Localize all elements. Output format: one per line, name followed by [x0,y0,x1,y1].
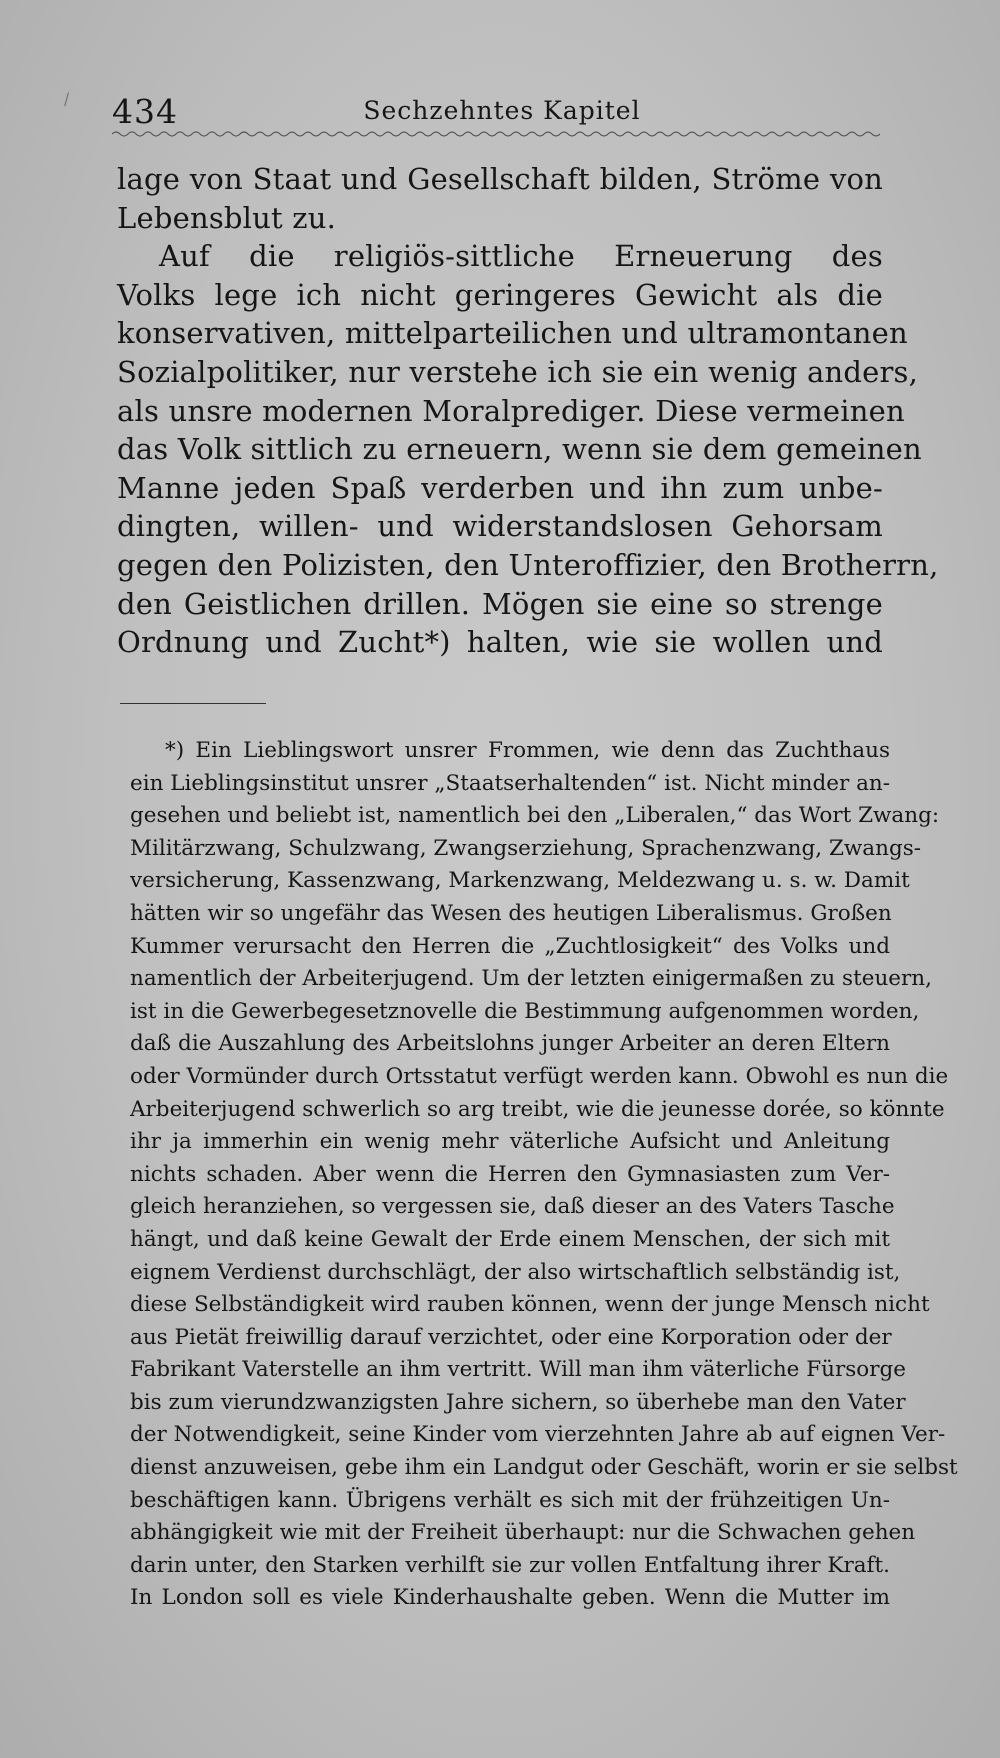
footnote-line: namentlich der Arbeiterjugend. Um der letzten einigermaßen zu steuern, [130,966,932,992]
page-header [112,86,892,136]
footnote-line: gleich heranziehen, so vergessen sie, daß dieser an des Vaters Tasche [130,1194,895,1220]
footnote-rule [120,703,266,704]
footnote-line: ist in die Gewerbegesetznovelle die Bestimmung aufgenommen worden, [130,998,920,1024]
footnote-line: bis zum vierundzwanzigsten Jahre sichern, so überhebe man den Vater [130,1389,906,1415]
footnote-line: diese Selbständigkeit wird rauben können, wenn der junge Mensch nicht [130,1292,930,1318]
footnote-line: hängt, und daß keine Gewalt der Erde einem Menschen, der sich mit [130,1226,890,1252]
footnote-line: daß die Auszahlung des Arbeitslohns junger Arbeiter an deren Eltern [130,1031,890,1057]
footnote-line: Kummer verursacht den Herren die „Zuchtlosigkeit“ des Volks und [130,933,890,959]
footnote-line: gesehen und beliebt ist, namentlich bei den „Liberalen,“ das Wort Zwang: [130,803,940,829]
footnote [130,735,958,1615]
footnote-line: Arbeiterjugend schwerlich so arg treibt, wie die jeunesse dorée, so könnte [130,1096,945,1122]
pencil-mark [64,92,74,107]
footnote-line: eignem Verdienst durchschlägt, der also wirtschaftlich selbständig ist, [130,1259,901,1285]
text-line: dingten, willen- und widerstandslosen Gehorsam [117,509,883,544]
footnote-line: aus Pietät freiwillig darauf verzichtet, oder eine Korporation oder der [130,1324,892,1350]
text-line: lage von Staat und Gesellschaft bilden, Ströme von [117,162,883,196]
footnote-line: hätten wir so ungefähr das Wesen des heutigen Liberalismus. Großen [130,900,892,926]
text-line: das Volk sittlich zu erneuern, wenn sie dem gemeinen [117,432,922,467]
footnote-line: beschäftigen kann. Übrigens verhält es sich mit der frühzeitigen Un- [130,1487,890,1513]
text-line: Ordnung und Zucht*) halten, wie sie wollen und [117,625,883,660]
text-line: den Geistlichen drillen. Mögen sie eine so strenge [117,586,883,621]
footnote-line: *) Ein Lieblingswort unsrer Frommen, wie denn das Zuchthaus [165,738,890,763]
text-line [117,237,883,276]
text-line: als unsre modernen Moralprediger. Diese vermeinen [117,393,905,428]
text-line: Sozialpolitiker, nur verstehe ich sie ein wenig anders, [117,354,919,389]
footnote-line: In London soll es viele Kinderhaushalte geben. Wenn die Mutter im [130,1585,890,1611]
footnote-line: ihr ja immerhin ein wenig mehr väterliche Aufsicht und Anleitung [130,1129,890,1155]
header-rule [112,130,882,138]
footnote-line: Fabrikant Vaterstelle an ihm vertritt. Will man ihm väterliche Fürsorge [130,1357,907,1383]
footnote-line: nichts schaden. Aber wenn die Herren den Gymnasiasten zum Ver- [130,1161,890,1187]
text-line: Volks lege ich nicht geringeres Gewicht als die [117,277,883,312]
footnote-line: ein Lieblingsinstitut unsrer „Staatserhaltenden“ ist. Nicht minder an- [130,770,891,796]
running-title: Sechzehntes Kapitel [363,96,641,125]
main-text [117,160,939,662]
text-line: Lebensblut zu. [117,200,337,235]
text-line: gegen den Polizisten, den Unteroffizier, den Brotherrn, [117,547,939,582]
footnote-line: oder Vormünder durch Ortsstatut verfügt werden kann. Obwohl es nun die [130,1063,949,1089]
footnote-line: darin unter, den Starken verhilft sie zur vollen Entfaltung ihrer Kraft. [130,1552,890,1578]
text-line: konservativen, mittelparteilichen und ultramontanen [117,316,908,351]
footnote-line: versicherung, Kassenzwang, Markenzwang, Meldezwang u. s. w. Damit [130,868,910,894]
text-line: Manne jeden Spaß verderben und ihn zum unbe- [117,470,883,505]
footnote-line: abhängigkeit wie mit der Freiheit überhaupt: nur die Schwachen gehen [130,1520,916,1546]
text-line-content: Auf die religiös-sittliche Erneuerung des [159,239,883,274]
footnote-line: dienst anzuweisen, gebe ihm ein Landgut oder Geschäft, worin er sie selbst [130,1455,958,1481]
footnote-line: Militärzwang, Schulzwang, Zwangserziehung, Sprachenzwang, Zwangs- [130,835,922,861]
page-number: 434 [112,92,178,131]
footnote-line: der Notwendigkeit, seine Kinder vom vierzehnten Jahre ab auf eignen Ver- [130,1422,946,1448]
